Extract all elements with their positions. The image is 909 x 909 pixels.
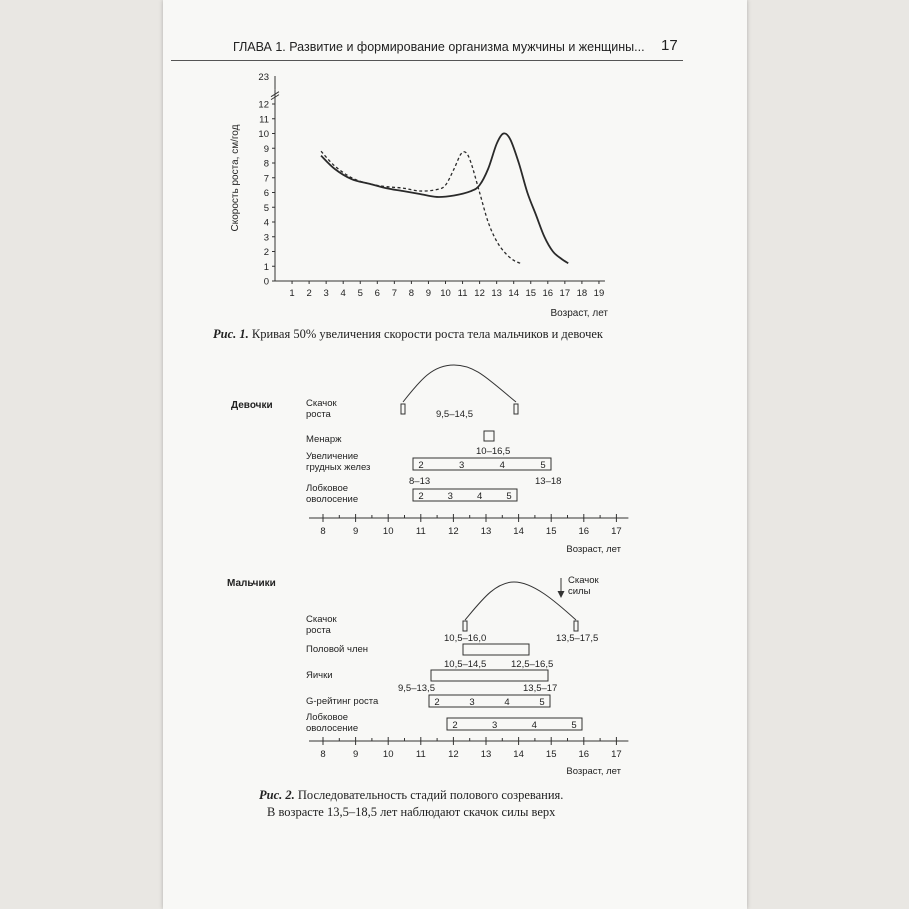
y-tick-label: 2	[263, 247, 269, 258]
stage-number: 4	[477, 491, 483, 502]
figure2-caption-text: Последовательность стадий полового созревания.	[294, 788, 564, 802]
age-tick-label: 17	[611, 526, 622, 537]
x-axis-label: Возраст, лет	[550, 308, 608, 319]
age-tick-label: 12	[448, 526, 459, 537]
page-number: 17	[661, 37, 678, 54]
y-tick-label: 10	[258, 129, 269, 140]
y-tick-label: 7	[263, 173, 269, 185]
age-tick-label: 9	[352, 526, 359, 537]
stage-number: 3	[492, 720, 498, 731]
strength-label: Скачок силы	[568, 575, 599, 597]
breast-bar	[413, 458, 551, 470]
x-tick-label: 14	[508, 288, 519, 299]
girls-label: Девочки	[231, 400, 273, 411]
girls-growth-curve	[403, 365, 516, 402]
running-header: ГЛАВА 1. Развитие и формирование организма мужчины и женщины...	[233, 40, 645, 54]
y-axis-label: Скорость роста, см/год	[230, 124, 241, 232]
girls-growth-end-marker	[514, 404, 518, 414]
girls-growth-label: Скачок роста	[306, 398, 337, 420]
age-tick-label: 13	[480, 526, 492, 537]
x-tick-label: 15	[525, 288, 537, 299]
age-tick-label: 9	[352, 749, 359, 760]
age-tick-label: 11	[415, 526, 426, 537]
age-tick-label: 10	[382, 749, 394, 760]
x-tick-label: 12	[474, 288, 485, 299]
testes-bar	[431, 670, 548, 681]
boys-growth-end-marker	[574, 621, 578, 631]
girls-pubic-bar	[413, 489, 517, 501]
figure2-caption-label: Рис. 2.	[259, 788, 295, 802]
x-tick-label: 7	[391, 288, 397, 299]
breast-stages	[418, 460, 545, 471]
g-rating-stages	[434, 697, 544, 708]
age-tick-label: 15	[545, 749, 557, 760]
strength-arrow-icon	[558, 591, 565, 598]
age-tick-label: 8	[320, 526, 326, 537]
girls-growth-spurt	[306, 365, 518, 428]
y-tick-label: 5	[263, 202, 269, 214]
x-tick-label: 1	[289, 288, 295, 299]
penis-end-range: 12,5–16,5	[511, 659, 554, 670]
age-tick-label: 12	[448, 749, 459, 760]
y-tick-label: 8	[263, 158, 269, 170]
x-tick-label: 19	[593, 288, 605, 299]
penis-bar	[463, 644, 529, 655]
y-tick-label: 3	[263, 232, 269, 244]
girls-growth-start-marker	[401, 404, 405, 414]
breast-label-box	[306, 451, 406, 481]
boys-axis-label: Возраст, лет	[566, 766, 621, 777]
x-tick-label: 13	[491, 288, 502, 299]
stage-number: 2	[452, 720, 458, 731]
x-tick-label: 18	[576, 288, 588, 299]
girls-growth-label-box	[306, 398, 376, 428]
y-tick-label: 6	[263, 188, 269, 199]
age-tick-label: 14	[513, 526, 524, 537]
x-tick-label: 17	[559, 288, 571, 299]
stage-number: 5	[571, 720, 577, 731]
x-tick-label: 3	[323, 288, 329, 299]
stage-number: 4	[504, 697, 510, 708]
stage-number: 4	[531, 720, 537, 731]
age-tick-label: 17	[611, 749, 622, 760]
penis-start-range: 10,5–14,5	[444, 659, 487, 670]
figure1-caption-label: Рис. 1.	[213, 327, 249, 341]
x-tick-label: 16	[542, 288, 554, 299]
y-tick-label: 9	[263, 143, 269, 155]
menarche-marker	[484, 431, 494, 441]
g-rating-bar	[429, 695, 550, 707]
age-tick-label: 8	[320, 749, 326, 760]
menarche-label: Менарж	[306, 434, 342, 445]
penis-label: Половой член	[306, 644, 369, 655]
boys-pubic-bar	[447, 718, 582, 730]
y-tick-label: 1	[263, 261, 269, 273]
g-rating-label: G-рейтинг роста	[306, 696, 379, 707]
stage-number: 4	[499, 460, 505, 471]
y-tick-label: 0	[263, 276, 269, 288]
x-tick-label: 2	[306, 288, 312, 299]
girls-age-axis	[309, 514, 628, 537]
x-tick-label: 6	[374, 288, 380, 299]
stage-number: 2	[418, 460, 424, 471]
girls-axis-label: Возраст, лет	[566, 544, 621, 555]
boys-growth-start-marker	[463, 621, 467, 631]
girls-pubic-label: Лобковое оволосение	[306, 483, 359, 505]
age-tick-label: 15	[545, 526, 557, 537]
figure2-caption	[259, 788, 563, 803]
boys-growth-curve	[465, 582, 576, 620]
stage-number: 3	[459, 460, 465, 471]
boys-growth-start-range: 10,5–16,0	[444, 633, 487, 644]
testes-start-range: 9,5–13,5	[398, 683, 435, 694]
y-tick-label: 4	[263, 217, 269, 229]
figure2-caption-line2: В возрасте 13,5–18,5 лет наблюдают скачок силы верх	[267, 805, 556, 819]
boys-growth-label-box	[306, 614, 376, 644]
boys-growth-spurt	[306, 582, 598, 644]
puberty-stages-diagram	[163, 0, 747, 790]
strength-spurt	[558, 575, 629, 603]
book-page	[163, 0, 747, 909]
y-tick-label: 12	[258, 99, 269, 111]
stage-number: 3	[469, 697, 475, 708]
x-tick-label: 10	[440, 288, 451, 299]
stage-number: 5	[506, 491, 512, 502]
girls-pubic-stages	[418, 491, 511, 502]
boys-growth-end-range: 13,5–17,5	[556, 633, 599, 644]
stage-number: 2	[434, 697, 440, 708]
breast-start-range: 8–13	[409, 476, 431, 487]
x-tick-label: 11	[457, 288, 468, 299]
x-tick-label: 4	[340, 288, 346, 299]
stage-number: 5	[540, 460, 546, 471]
x-tick-label: 8	[408, 288, 415, 299]
age-tick-label: 10	[382, 526, 394, 537]
stage-number: 3	[447, 491, 453, 502]
breast-label: Увеличение грудных желез	[306, 451, 371, 473]
x-tick-label: 5	[357, 288, 363, 299]
girls-pubic-label-box	[306, 483, 406, 513]
boys-pubic-label: Лобковое оволосение	[306, 712, 359, 734]
age-tick-label: 16	[578, 749, 590, 760]
y-tick-label: 23	[258, 71, 269, 83]
stage-number: 5	[539, 697, 545, 708]
figure1-caption-text: Кривая 50% увеличения скорости роста тела мальчиков и девочек	[248, 327, 603, 341]
y-tick-label: 11	[259, 114, 269, 126]
menarche-range: 10–16,5	[476, 446, 511, 457]
boys-label: Мальчики	[227, 578, 276, 589]
strength-label-box	[568, 575, 628, 603]
age-tick-label: 16	[578, 526, 590, 537]
boys-growth-label: Скачок роста	[306, 614, 337, 636]
age-tick-label: 13	[480, 749, 492, 760]
testes-label: Яички	[306, 670, 333, 681]
age-tick-label: 14	[513, 749, 524, 760]
testes-end-range: 13,5–17	[523, 683, 558, 694]
stage-number: 2	[418, 491, 424, 502]
x-tick-label: 9	[425, 288, 432, 299]
age-tick-label: 11	[415, 749, 426, 760]
boys-pubic-stages	[452, 720, 576, 731]
breast-end-range: 13–18	[535, 476, 562, 487]
girls-growth-range: 9,5–14,5	[436, 409, 473, 420]
